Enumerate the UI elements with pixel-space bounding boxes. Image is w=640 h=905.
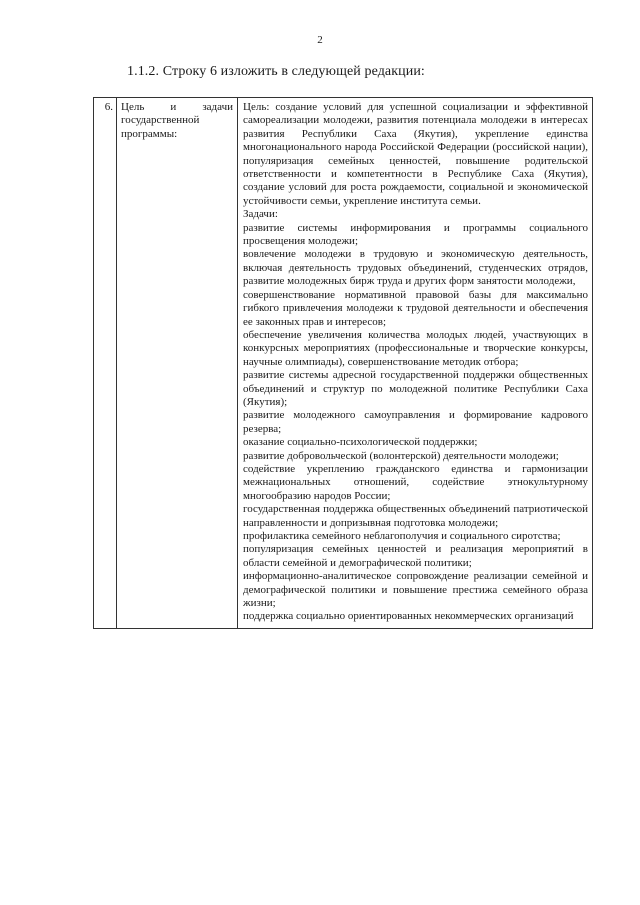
row-number: 6. [94,98,117,629]
task-item: информационно-аналитическое сопровождение реализации семейной и демографической политики и повышение престижа семейного образа жизни; [243,570,588,610]
task-item: развитие молодежного самоуправления и формирование кадрового резерва; [243,409,588,435]
row-content-cell [238,98,593,629]
task-item: обеспечение увеличения количества молодых людей, участвующих в конкурсных мероприятиях (профессиональные и творческие конкурсы, научные олимпиады), совершенствование методик отбора; [243,328,588,368]
task-item: профилактика семейного неблагополучия и социального сиротства; [243,530,561,542]
program-table [93,97,593,629]
task-item: совершенствование нормативной правовой базы для максимально гибкого привлечения молодежи к трудовой деятельности и обеспечения ее законных прав и интересов; [243,288,588,328]
task-item: оказание социально-психологической поддержки; [243,436,478,449]
task-item: вовлечение молодежи в трудовую и экономическую деятельность, включая деятельность трудовых объединений, студенческих отрядов, развитие молодежных бирж труда и других форм занятости молодежи, [243,248,588,288]
task-item: популяризация семейных ценностей и реализация мероприятий в области семейной и демографической политики; [243,543,588,569]
row-label: Цель и задачи государственной программы: [121,101,233,140]
task-item: развитие добровольческой (волонтерской) деятельности молодежи; [243,449,559,462]
task-item: развитие системы адресной государственной поддержки общественных объединений и структур по молодежной политике Республики Саха (Якутия); [243,369,588,408]
task-item: государственная поддержка общественных объединений патриотической направленности и допризывная подготовка молодежи; [243,503,588,529]
task-item: развитие системы информирования и программы социального просвещения молодежи; [243,221,588,248]
amendment-heading: 1.1.2. Строку 6 изложить в следующей редакции: [127,64,425,79]
table-row [94,98,593,629]
goal-paragraph: Цель: создание условий для успешной социализации и эффективной самореализации молодежи, развития потенциала молодежи в интересах развития Республики Саха (Якутия), укрепление единства многонационального народа Российской Федерации (российской нации), популяризация семейных ценностей, повышение родительской ответственности и компетентности в Республике Саха (Якутия), создание условий для роста рождаемости, социальной и экономической устойчивости семьи, укрепление института семьи. [243,101,588,207]
page-number: 2 [317,34,323,46]
row-label-cell [117,98,238,629]
task-item: поддержка социально ориентированных некоммерческих организаций [243,610,574,623]
task-item: содействие укреплению гражданского единства и гармонизации межнациональных отношений, содействие этнокультурному многообразию народов России; [243,462,588,502]
tasks-heading: Задачи: [243,208,278,221]
